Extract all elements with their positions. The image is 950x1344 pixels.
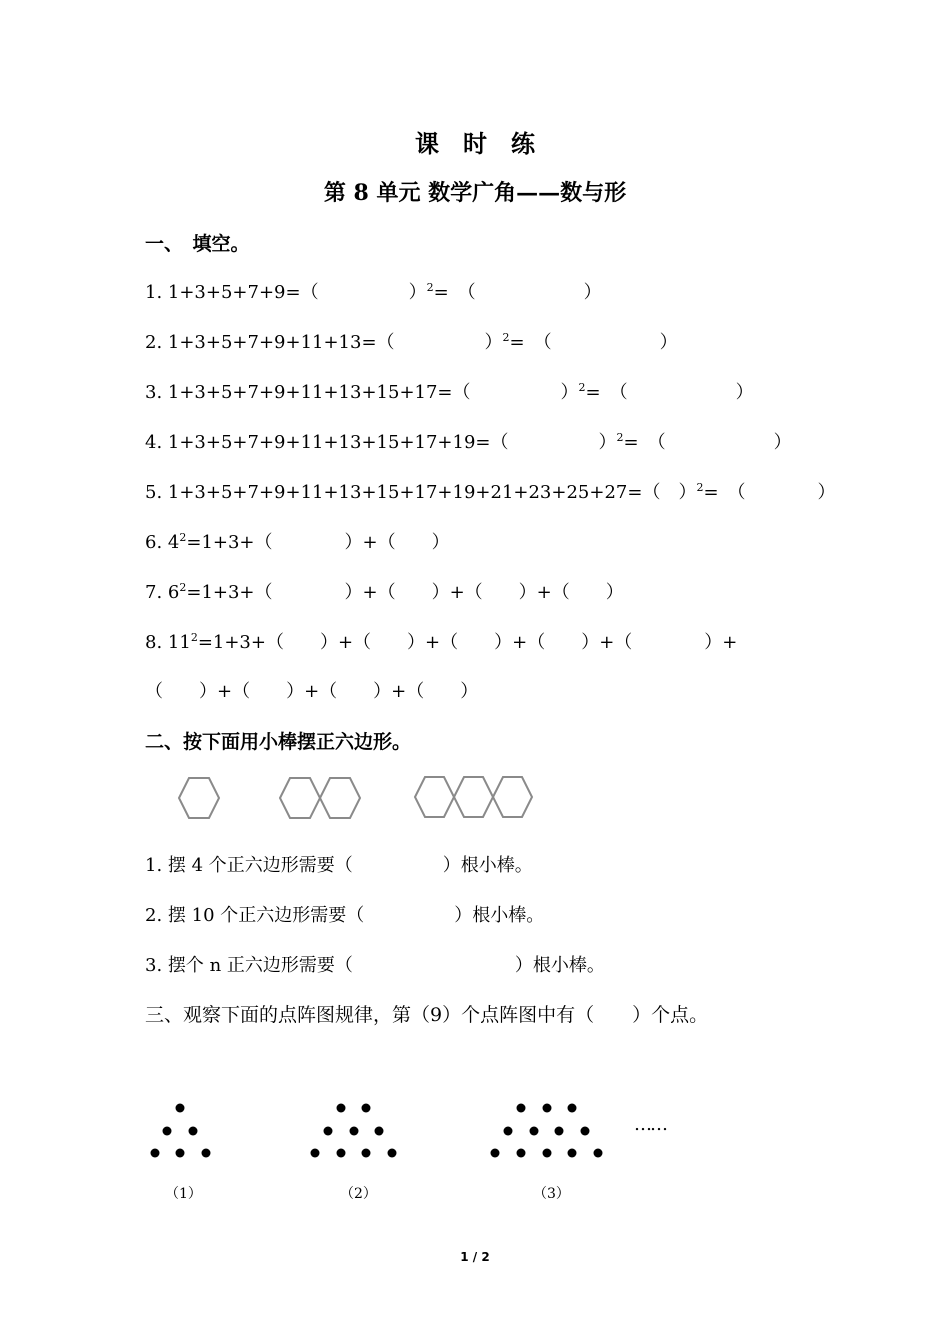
dot: [543, 1104, 552, 1113]
dot: [362, 1149, 371, 1158]
dot: [337, 1149, 346, 1158]
hexagon-question-1: 1. 摆 4 个正六边形需要（ ）根小棒。: [145, 855, 533, 876]
dot: [491, 1149, 500, 1158]
dot: [555, 1127, 564, 1136]
fill-item-2: 2. 1+3+5+7+9+11+13=（ ）$^2$= （ ）: [145, 331, 678, 353]
fill-item-1: 1. 1+3+5+7+9=（ ）$^2$= （ ）: [145, 281, 602, 303]
dot: [517, 1104, 526, 1113]
section1-heading: 一、 填空。: [145, 233, 250, 255]
dot: [151, 1149, 160, 1158]
dot: [202, 1149, 211, 1158]
dot: [311, 1149, 320, 1158]
fill-item-8-continued: （ ）+（ ）+（ ）+（ ）: [145, 681, 479, 702]
dot: [388, 1149, 397, 1158]
section3-heading: 三、观察下面的点阵图规律，第（9）个点阵图中有（ ）个点。: [145, 1004, 709, 1026]
fill-item-6: 6. $4^2=1+3+$（ ）+（ ）: [145, 531, 450, 553]
dot: [517, 1149, 526, 1158]
dot: [350, 1127, 359, 1136]
fill-item-4: 4. 1+3+5+7+9+11+13+15+17+19=（ ）$^2$= （ ）: [145, 431, 792, 453]
dot: [176, 1104, 185, 1113]
section2-heading: 二、按下面用小棒摆正六边形。: [145, 731, 412, 753]
unit-subtitle: 第 8 单元 数学广角——数与形: [323, 180, 627, 206]
dot: [176, 1149, 185, 1158]
fill-item-7: 7. $6^2=1+3+$（ ）+（ ）+（ ）+（ ）: [145, 581, 624, 603]
fill-item-8: 8. $11^2=1+3+$（ ）+（ ）+（ ）+（ ）+（ ）+: [145, 631, 738, 653]
dot: [581, 1127, 590, 1136]
dot: [530, 1127, 539, 1136]
dot: [337, 1104, 346, 1113]
hexagon-question-3: 3. 摆个 n 正六边形需要（ ）根小棒。: [145, 955, 605, 976]
dot: [163, 1127, 172, 1136]
dot: [568, 1104, 577, 1113]
page-number: 1 / 2: [460, 1250, 490, 1264]
dot: [324, 1127, 333, 1136]
dot: [594, 1149, 603, 1158]
dot: [189, 1127, 198, 1136]
caption-2: （2）: [340, 1186, 377, 1202]
hexagon-question-2: 2. 摆 10 个正六边形需要（ ）根小棒。: [145, 905, 545, 926]
caption-1: （1）: [165, 1186, 202, 1202]
dot: [543, 1149, 552, 1158]
caption-3: （3）: [533, 1186, 570, 1202]
dot: [568, 1149, 577, 1158]
dot: [504, 1127, 513, 1136]
dot: [362, 1104, 371, 1113]
fill-item-3: 3. 1+3+5+7+9+11+13+15+17=（ ）$^2$= （ ）: [145, 381, 754, 403]
fill-item-5: 5. 1+3+5+7+9+11+13+15+17+19+21+23+25+27=（ ）$^2$= （ ）: [145, 481, 836, 503]
page-title: 课 时 练: [415, 129, 535, 158]
dot: [375, 1127, 384, 1136]
ellipsis: ……: [634, 1114, 666, 1135]
